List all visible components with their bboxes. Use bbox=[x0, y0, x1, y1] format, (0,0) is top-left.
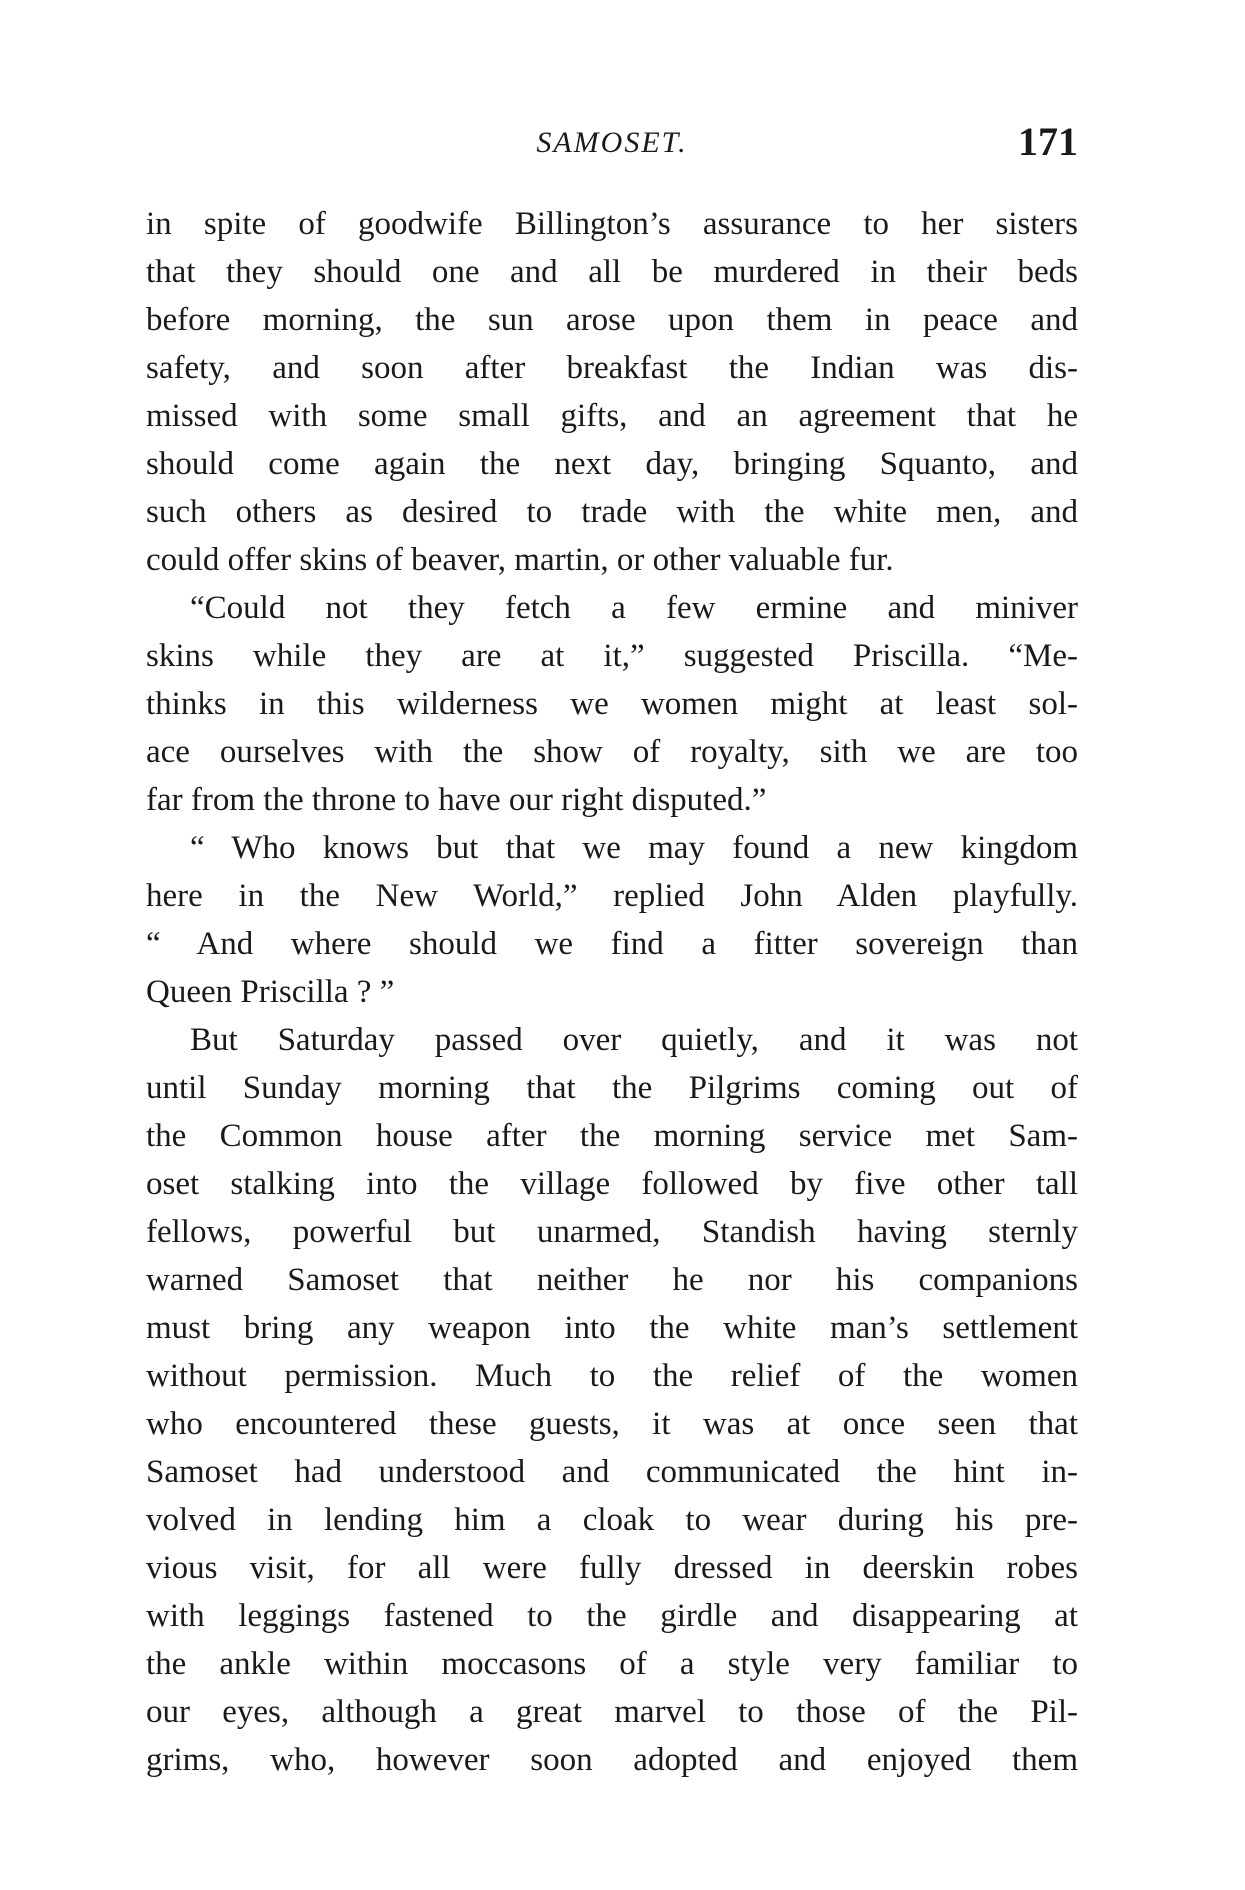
text-line: the ankle within moccasons of a style very familiar to bbox=[146, 1646, 1078, 1682]
text-line: in spite of goodwife Billington’s assurance to her sisters bbox=[146, 206, 1078, 242]
text-line: without permission. Much to the relief of the women bbox=[146, 1358, 1078, 1394]
text-line: safety, and soon after breakfast the Indian was dis- bbox=[146, 350, 1078, 386]
text-line: “ And where should we find a fitter sovereign than bbox=[146, 926, 1078, 962]
text-line: warned Samoset that neither he nor his companions bbox=[146, 1262, 1078, 1298]
text-line: could offer skins of beaver, martin, or other valuable fur. bbox=[146, 542, 894, 578]
body-text bbox=[146, 200, 1078, 1784]
text-line: thinks in this wilderness we women might at least sol- bbox=[146, 686, 1078, 722]
text-line: should come again the next day, bringing Squanto, and bbox=[146, 446, 1078, 482]
text-line: Samoset had understood and communicated the hint in- bbox=[146, 1454, 1078, 1490]
text-line: far from the throne to have our right disputed.” bbox=[146, 782, 767, 818]
text-line: before morning, the sun arose upon them in peace and bbox=[146, 302, 1078, 338]
text-line: ace ourselves with the show of royalty, sith we are too bbox=[146, 734, 1078, 770]
text-line: “ Who knows but that we may found a new kingdom bbox=[190, 830, 1078, 866]
text-line: Queen Priscilla ? ” bbox=[146, 974, 395, 1010]
text-line: until Sunday morning that the Pilgrims coming out of bbox=[146, 1070, 1078, 1106]
text-line: “Could not they fetch a few ermine and miniver bbox=[190, 590, 1078, 626]
text-line: the Common house after the morning service met Sam- bbox=[146, 1118, 1078, 1154]
text-line: skins while they are at it,” suggested Priscilla. “Me- bbox=[146, 638, 1078, 674]
text-line: grims, who, however soon adopted and enjoyed them bbox=[146, 1742, 1078, 1778]
text-line: such others as desired to trade with the white men, and bbox=[146, 494, 1078, 530]
text-line: oset stalking into the village followed by five other tall bbox=[146, 1166, 1078, 1202]
text-line: But Saturday passed over quietly, and it was not bbox=[190, 1022, 1078, 1058]
text-line: our eyes, although a great marvel to those of the Pil- bbox=[146, 1694, 1078, 1730]
text-line: fellows, powerful but unarmed, Standish having sternly bbox=[146, 1214, 1078, 1250]
text-line: missed with some small gifts, and an agreement that he bbox=[146, 398, 1078, 434]
text-line: with leggings fastened to the girdle and disappearing at bbox=[146, 1598, 1078, 1634]
page-number: 171 bbox=[1018, 119, 1078, 164]
running-head bbox=[146, 118, 1078, 168]
text-line: who encountered these guests, it was at once seen that bbox=[146, 1406, 1078, 1442]
text-line: vious visit, for all were fully dressed in deerskin robes bbox=[146, 1550, 1078, 1586]
text-line: volved in lending him a cloak to wear during his pre- bbox=[146, 1502, 1078, 1538]
text-line: that they should one and all be murdered in their beds bbox=[146, 254, 1078, 290]
text-line: must bring any weapon into the white man’s settlement bbox=[146, 1310, 1078, 1346]
running-title: SAMOSET. bbox=[536, 126, 688, 159]
text-line: here in the New World,” replied John Alden playfully. bbox=[146, 878, 1078, 914]
